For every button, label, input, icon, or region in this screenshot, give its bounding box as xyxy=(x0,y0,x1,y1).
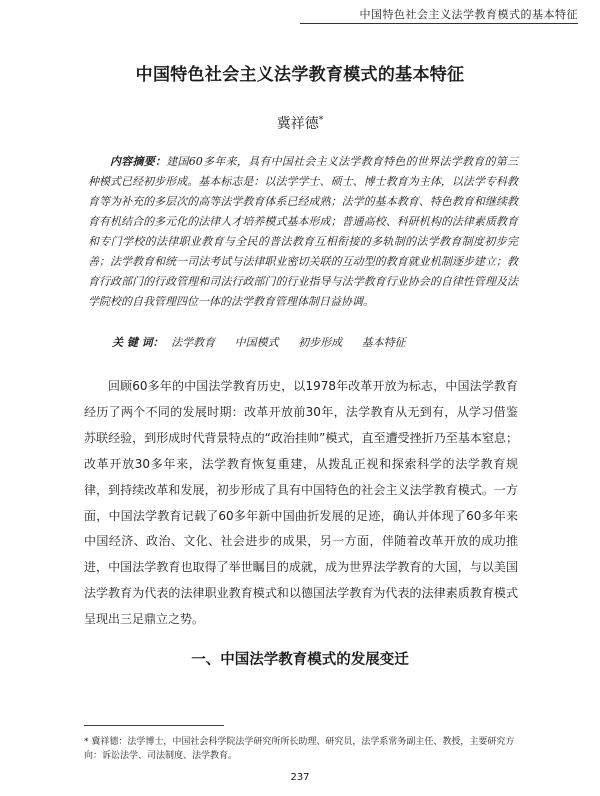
keyword: 初步形成 xyxy=(298,336,343,349)
abstract-label: 内容摘要： xyxy=(110,155,167,168)
keyword: 法学教育 xyxy=(171,336,216,349)
article-title: 中国特色社会主义法学教育模式的基本特征 xyxy=(135,65,465,85)
section-heading: 一、中国法学教育模式的发展变迁 xyxy=(191,652,409,668)
running-header: 中国特色社会主义法学教育模式的基本特征 xyxy=(359,8,578,21)
abstract xyxy=(88,152,518,312)
author xyxy=(0,113,600,133)
body-paragraph: 回顾60多年的中国法学教育历史，以1978年改革开放为标志，中国法学教育经历了两个不同的发展时期：改革开放前30年，法学教育从无到有，从学习借鉴苏联经验，到形成时代背景特点的“政治挂帅”模式，直至遭受挫折乃至基本窒息；改革开放30多年来，法学教育恢复重建，从拨乱正视和探索科学的法学教育规律，到持续改革和发展，初步形成了具有中国特色的社会主义法学教育模式。一方面，中国法学教育记载了60多年新中国曲折发展的足迹，确认并体现了60多年来中国经济、政治、文化、社会进步的成果，另一方面，伴随着改革开放的成功推进，中国法学教育也取得了举世瞩目的成就，成为世界法学教育的大国，与以美国法学教育为代表的法律职业教育模式和以德国法学教育为代表的法律素质教育模式呈现出三足鼎立之势。 xyxy=(84,379,518,627)
keywords xyxy=(112,334,532,350)
keywords-label: 关 键 词： xyxy=(112,336,164,349)
header-rule xyxy=(300,23,578,24)
author-footnote-mark: * xyxy=(318,115,324,126)
footnote: * 冀祥德：法学博士，中国社会科学院法学研究所所长助理、研究员，法学系常务副主任、教授，主要研究方向：诉讼法学、司法制度、法学教育。 xyxy=(84,737,515,761)
author-name: 冀祥德 xyxy=(276,116,319,132)
keyword: 中国模式 xyxy=(234,336,279,349)
footnote-rule xyxy=(84,725,224,726)
keyword: 基本特征 xyxy=(361,336,406,349)
page-number: 237 xyxy=(290,772,310,783)
abstract-text: 建国60多年来，具有中国社会主义法学教育特色的世界法学教育的第三种模式已经初步形成。基本标志是：以法学学士、硕士、博士教育为主体，以法学专科教育等为补充的多层次的高等法学教育体系已经成熟；法学的基本教育、特色教育和继续教育有机结合的多元化的法律人才培养模式基本形成；普通高校、科研机构的法律素质教育和专门学校的法律职业教育与全民的普法教育互相衔接的多轨制的法学教育制度初步完善；法学教育和统一司法考试与法律职业密切关联的互动型的教育就业机制逐步建立；教育行政部门的行政管理和司法行政部门的行业指导与法学教育行业协会的自律性管理及法学院校的自我管理四位一体的法学教育管理体制日益协调。 xyxy=(88,155,519,308)
